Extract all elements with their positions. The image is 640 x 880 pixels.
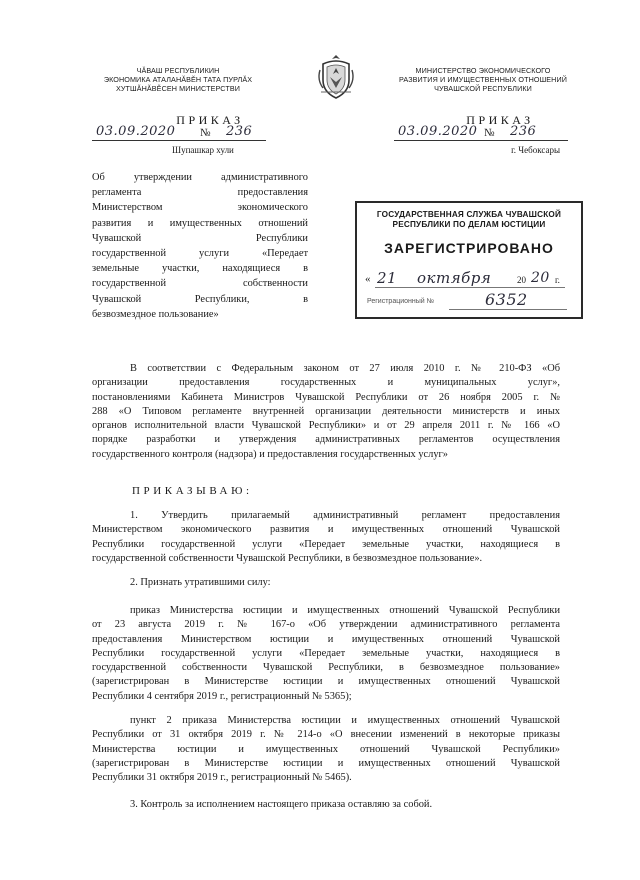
order-date-right: 03.09.2020	[398, 124, 478, 139]
subject-line: Чувашской Республики	[92, 232, 308, 244]
order-title-right: ПРИКАЗ	[466, 113, 534, 127]
stamp-day: 21	[377, 269, 398, 287]
item-2-heading: 2. Признать утратившими силу:	[130, 577, 271, 588]
order-date-line-left	[92, 140, 266, 141]
order-directive-word: ПРИКАЗЫВАЮ:	[132, 485, 253, 497]
stamp-agency-line-2: РЕСПУБЛИКИ ПО ДЕЛАМ ЮСТИЦИИ	[392, 220, 546, 229]
preamble-line: порядке разработки и утверждения административных регламентов осуществления	[92, 434, 560, 446]
preamble-line: В соответствии с Федеральным законом от 27 июля 2010 г. № 210-ФЗ «Об	[130, 363, 560, 374]
header-right-line-3: ЧУВАШСКОЙ РЕСПУБЛИКИ	[434, 84, 532, 93]
preamble-line: органов исполнительной власти Чувашской Республики» и от 29 апреля 2011 г. № 166 «О	[92, 420, 560, 432]
stamp-month: октября	[417, 269, 492, 287]
subject-line: государственной услуги «Передает	[92, 248, 308, 260]
item-2b-line: Республики 31 октября 2019 г., регистрационный № 5465).	[92, 772, 352, 784]
preamble-line: постановлениями Кабинета Министров Чувашской Республики от 26 ноября 2005 г. №	[92, 391, 560, 403]
item-2a-line: государственной собственности Чувашской Республики, в безвозмездное пользование»	[92, 662, 560, 674]
order-number-left: 236	[226, 124, 253, 139]
item-3: 3. Контроль за исполнением настоящего приказа оставляю за собой.	[130, 799, 433, 810]
registration-stamp	[355, 201, 583, 319]
header-left-line-3: ХУТШĂНĂВĔСЕН МИНИСТЕРСТВИ	[115, 84, 241, 93]
subject-line: безвозмездное пользование»	[92, 308, 219, 320]
order-title-left: ПРИКАЗ	[176, 113, 244, 127]
stamp-date-open-quote: «	[365, 273, 371, 285]
subject-line: Чувашской Республики, в	[92, 293, 308, 305]
order-subject	[92, 170, 308, 322]
stamp-date-underline	[375, 287, 565, 288]
stamp-registered: ЗАРЕГИСТРИРОВАНО	[384, 240, 554, 256]
order-city-left: Шупашкар хули	[172, 145, 234, 155]
item-2a-line: приказ Министерства юстиции и имущественных отношений Чувашской Республики	[130, 605, 560, 616]
preamble-line: государственного контроля (надзора) и предоставления государственных услуг»	[92, 448, 448, 460]
item-1	[92, 509, 560, 566]
stamp-agency-line-1: ГОСУДАРСТВЕННАЯ СЛУЖБА ЧУВАШСКОЙ	[376, 210, 562, 219]
item-1-line: Республики государственной услуги «Передает земельные участки, находящиеся в	[92, 538, 560, 550]
order-number-right: 236	[510, 124, 537, 139]
item-2b	[92, 714, 560, 785]
coat-of-arms-icon	[315, 52, 357, 102]
stamp-reg-number: 6352	[485, 290, 528, 309]
subject-line: земельные участки, находящиеся в	[92, 263, 308, 275]
preamble-line: 288 «О Типовом регламенте внутренней организации деятельности министерств и иных	[92, 405, 560, 417]
order-number-sign-right: №	[484, 127, 495, 139]
stamp-year: 20	[531, 270, 550, 286]
item-2a	[92, 604, 560, 704]
subject-line: государственной собственности	[92, 278, 308, 290]
item-1-line: Министерством экономического развития и имущественных отношений Чувашской	[92, 524, 560, 536]
header-right-line-1: МИНИСТЕРСТВО ЭКОНОМИЧЕСКОГО	[415, 66, 551, 75]
item-2b-line: Министерства юстиции и имущественных отношений Чувашской Республики»	[92, 743, 560, 755]
item-2a-line: (зарегистрирован в Министерстве юстиции и имущественных отношений Чувашской	[92, 676, 560, 688]
stamp-year-prefix: 20	[517, 275, 526, 285]
order-number-sign-left: №	[200, 127, 211, 139]
item-2b-line: Республики от 31 октября 2019 г. № 214-о «О внесении изменений в некоторые приказы	[92, 729, 560, 741]
header-right-org	[378, 66, 588, 93]
item-2a-line: предоставления Министерством юстиции и имущественных отношений Чувашской	[92, 633, 560, 645]
subject-line: Об утверждении административного	[92, 172, 308, 183]
order-date-line-right	[394, 140, 568, 141]
preamble-line: организации предоставления государственных и муниципальных услуг»,	[92, 377, 560, 389]
order-date-left: 03.09.2020	[96, 124, 176, 139]
stamp-reg-label: Регистрационный №	[367, 298, 435, 305]
item-2a-line: Республики государственной услуги «Передает земельные участки, находящиеся в	[92, 647, 560, 659]
subject-line: развития и имущественных отношений	[92, 217, 308, 229]
order-city-right: г. Чебоксары	[511, 145, 560, 155]
header-left-line-2: ЭКОНОМИКА АТАЛАНĂВĔН ТАТА ПУРЛĂХ	[103, 75, 253, 84]
subject-line: регламента предоставления	[92, 187, 308, 199]
header-left-line-1: ЧĂВАШ РЕСПУБЛИКИН	[136, 66, 220, 75]
header-left-org	[78, 66, 278, 93]
item-1-line: 1. Утвердить прилагаемый административный регламент предоставления	[130, 510, 560, 521]
preamble	[92, 362, 560, 462]
item-2b-line: пункт 2 приказа Министерства юстиции и имущественных отношений Чувашской	[130, 715, 560, 726]
subject-line: Министерством экономического	[92, 202, 308, 214]
item-2a-line: Республики 4 сентября 2019 г., регистрационный № 5365);	[92, 690, 352, 702]
stamp-reg-underline	[449, 309, 567, 310]
stamp-year-suffix: г.	[555, 275, 560, 285]
item-2a-line: от 23 августа 2019 г. № 167-о «Об утверждении административного регламента	[92, 619, 560, 631]
item-2b-line: (зарегистрирован в Министерстве юстиции и имущественных отношений Чувашской	[92, 757, 560, 769]
header-right-line-2: РАЗВИТИЯ И ИМУЩЕСТВЕННЫХ ОТНОШЕНИЙ	[398, 75, 568, 84]
item-1-line: государственной собственности Чувашской Республики, в безвозмездное пользование».	[92, 552, 483, 564]
